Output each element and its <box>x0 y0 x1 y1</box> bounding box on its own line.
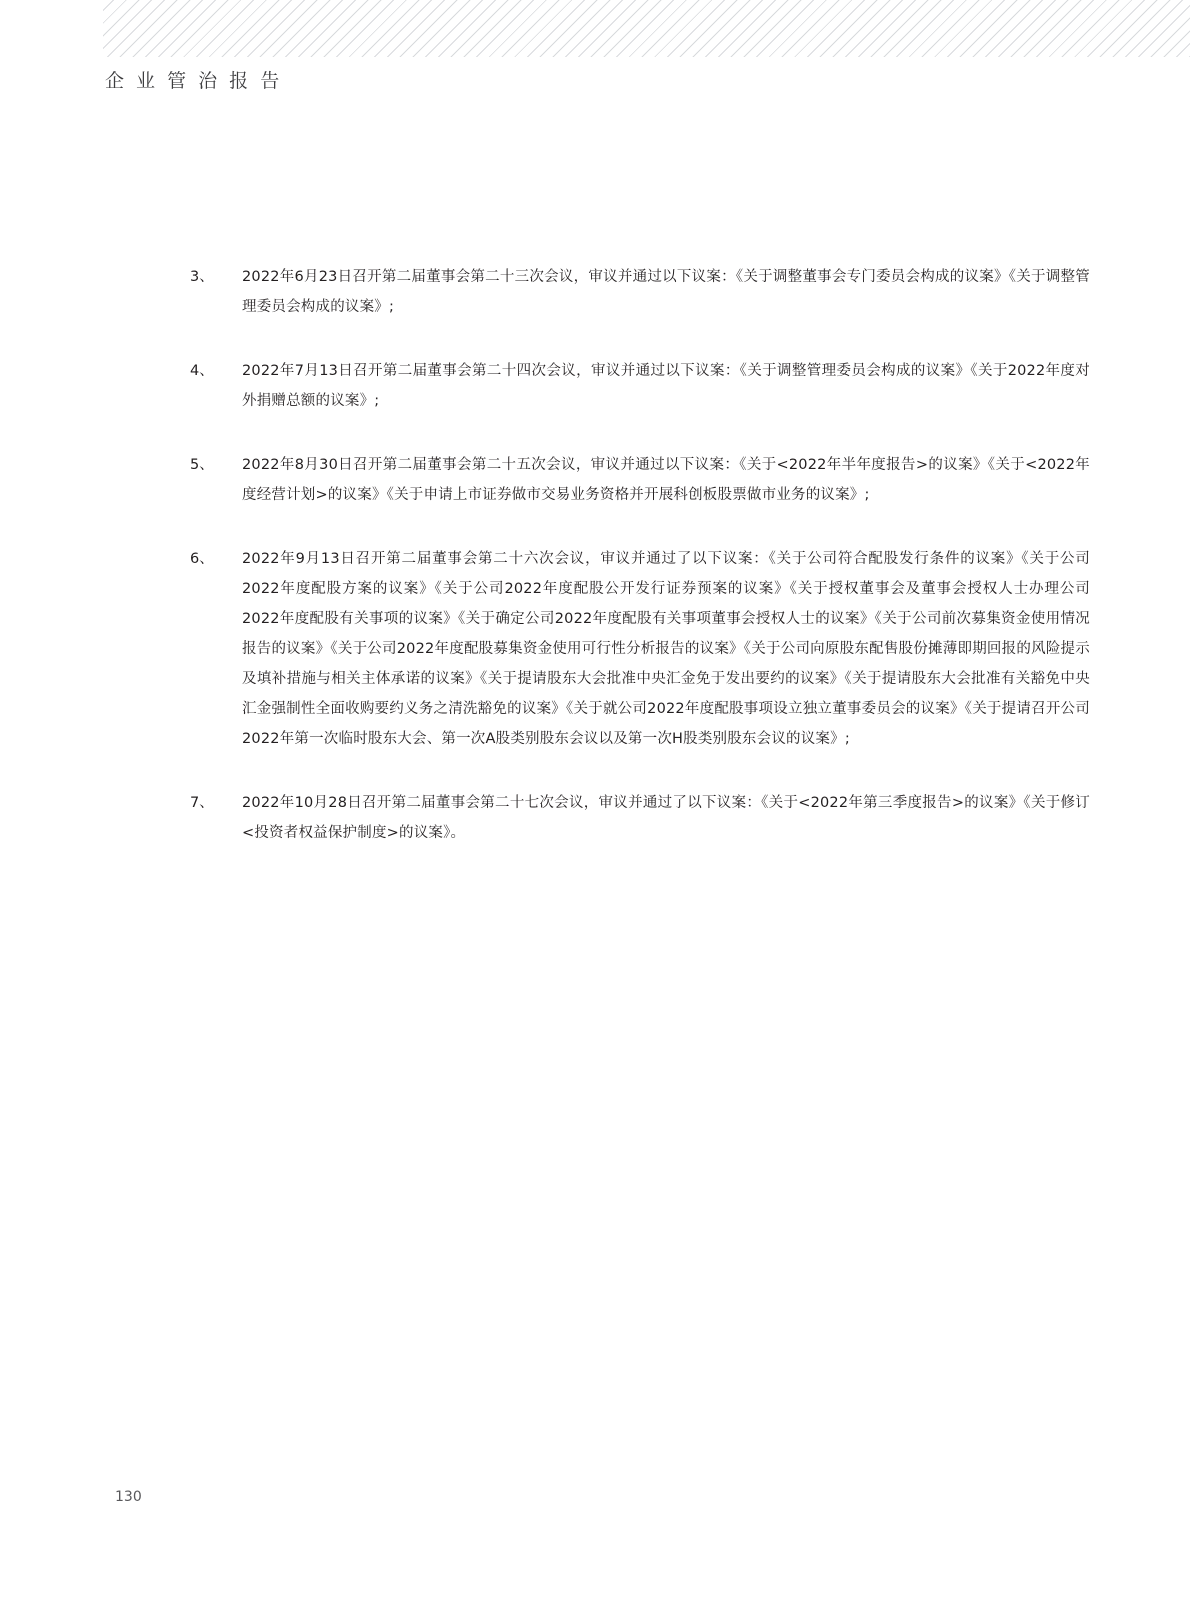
list-item-text: 2022年6月23日召开第二届董事会第二十三次会议，审议并通过以下议案：《关于调整董事会专门委员会构成的议案》《关于调整管理委员会构成的议案》; <box>242 269 1090 315</box>
list-item-text: 2022年10月28日召开第二届董事会第二十七次会议，审议并通过了以下议案：《关于<2022年第三季度报告>的议案》《关于修订<投资者权益保护制度>的议案》。 <box>242 795 1090 841</box>
list-item-number: 5、 <box>190 457 214 473</box>
list-item-text: 2022年7月13日召开第二届董事会第二十四次会议，审议并通过以下议案：《关于调整管理委员会构成的议案》《关于2022年度对外捐赠总额的议案》; <box>242 363 1090 409</box>
list-item-number: 3、 <box>190 269 214 285</box>
list-item-number: 7、 <box>190 795 214 811</box>
list-item-text: 2022年8月30日召开第二届董事会第二十五次会议，审议并通过以下议案：《关于<2022年半年度报告>的议案》《关于<2022年度经营计划>的议案》《关于申请上市证券做市交易业务资格并开展科创板股票做市业务的议案》; <box>242 457 1090 503</box>
list-item <box>190 450 1090 510</box>
list-item <box>190 788 1090 848</box>
list-item <box>190 356 1090 416</box>
page-number: 130 <box>115 1489 142 1505</box>
document-body <box>190 262 1090 882</box>
decorative-hatch-band <box>103 0 1190 57</box>
list-item-number: 4、 <box>190 363 214 379</box>
page-header-title: 企 业 管 治 报 告 <box>105 70 283 92</box>
list-item <box>190 262 1090 322</box>
list-item-text: 2022年9月13日召开第二届董事会第二十六次会议，审议并通过了以下议案：《关于公司符合配股发行条件的议案》《关于公司2022年度配股方案的议案》《关于公司2022年度配股公开发行证券预案的议案》《关于授权董事会及董事会授权人士办理公司2022年度配股有关事项的议案》《关于确定公司2022年度配股有关事项董事会授权人士的议案》《关于公司前次募集资金使用情况报告的议案》《关于公司2022年度配股募集资金使用可行性分析报告的议案》《关于公司向原股东配售股份摊薄即期回报的风险提示及填补措施与相关主体承诺的议案》《关于提请股东大会批准中央汇金免于发出要约的议案》《关于提请股东大会批准有关豁免中央汇金强制性全面收购要约义务之清洗豁免的议案》《关于就公司2022年度配股事项设立独立董事委员会的议案》《关于提请召开公司2022年第一次临时股东大会、第一次A股类别股东会议以及第一次H股类别股东会议的议案》; <box>242 551 1090 747</box>
list-item-number: 6、 <box>190 551 214 567</box>
list-item <box>190 544 1090 754</box>
